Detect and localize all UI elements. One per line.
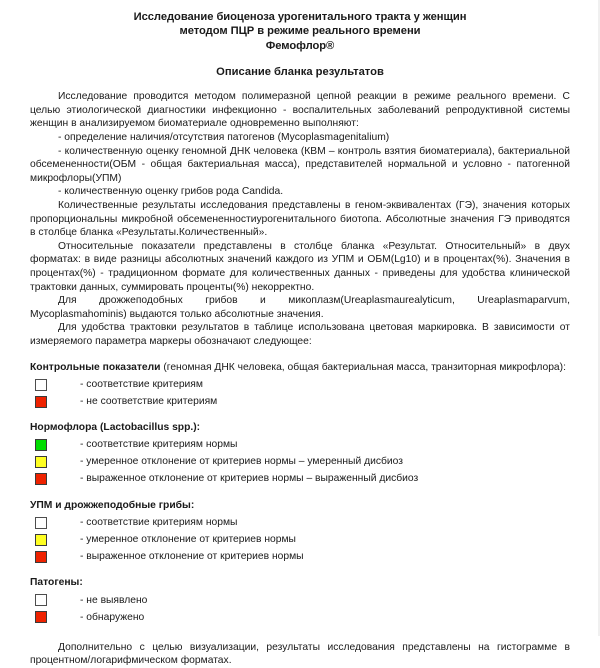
- legend-row: [30, 437, 570, 454]
- marker-swatch-green-icon: [35, 439, 47, 451]
- page-title-line-1: Исследование биоценоза урогенитального тракта у женщин: [133, 11, 467, 23]
- paragraph-color-marking: Для удобства трактовки результатов в таблице использована цветовая маркировка. В зависимости от измеряемого параметра маркеры обозначают следующее:: [30, 322, 570, 347]
- legend-row: [30, 471, 570, 488]
- page-title-line-3: Фемофлор®: [265, 39, 335, 52]
- legend-heading-pathogens: [30, 576, 570, 590]
- marker-swatch-red-icon: [35, 611, 47, 623]
- legend-row: [30, 531, 570, 548]
- legend-label: - умеренное отклонение от критериев нормы – умеренный дисбиоз: [80, 456, 403, 468]
- legend-label: - соответствие критериям нормы: [80, 516, 238, 528]
- legend-label: - выраженное отклонение от критериев нормы – выраженный дисбиоз: [80, 473, 419, 485]
- legend-heading-bold-control: Контрольные показатели: [30, 361, 161, 373]
- legend-group-pathogens: [30, 576, 570, 626]
- marker-swatch-red-icon: [35, 473, 47, 485]
- legend-row: [30, 609, 570, 626]
- legend-label: - умеренное отклонение от критериев нормы: [80, 533, 296, 545]
- legend-heading-rest-control: (геномная ДНК человека, общая бактериальная масса, транзиторная микрофлора):: [160, 361, 566, 373]
- legend-row: [30, 548, 570, 565]
- legend-group-upm-yeast: [30, 499, 570, 566]
- legend-row: [30, 514, 570, 531]
- legend-heading-upm-yeast: [30, 499, 570, 513]
- legend-heading-bold-normoflora: Нормофлора (Lactobacillus spp.):: [30, 422, 201, 434]
- paragraph-genome-equivalents: Количественные результаты исследования представлены в геном-эквивалентах (ГЭ), значения которых пропорциональны микробной обсемененностиурогенитального биотопа. Абсолютные значения ГЭ приводятся в столбце бланка «Результаты.Количественный».: [30, 199, 570, 239]
- marker-swatch-red-icon: [35, 551, 47, 563]
- marker-swatch-red-icon: [35, 396, 47, 408]
- legend-row: [30, 592, 570, 609]
- marker-swatch-yellow-icon: [35, 534, 47, 546]
- legend-label: - не выявлено: [80, 594, 148, 606]
- page-title-line-2: методом ПЦР в режиме реального времени: [179, 25, 421, 38]
- legend-heading-bold-pathogens: Патогены:: [30, 577, 83, 589]
- paragraph-relative-values: Относительные показатели представлены в столбце бланка «Результат. Относительный» в двух форматах: в виде разницы абсолютных значений каждого из УПМ и ОБМ(Lg10) и в процентах(%). Значения в процентах(%) - традиционном формате для количественных данных - приведены для удобства клинической трактовки данных, суммировать проценты(%) некорректно.: [30, 240, 570, 293]
- footer-note: [30, 641, 570, 668]
- body-content: [30, 90, 570, 348]
- paragraph-yeast-mycoplasma: Для дрожжеподобных грибов и микоплазм(Ureaplasmaurealyticum, Ureaplasmaparvum, Mycoplasmahominis) выдаются только абсолютные значения.: [30, 295, 570, 320]
- marker-swatch-yellow-icon: [35, 456, 47, 468]
- legend-label: - выраженное отклонение от критериев нормы: [80, 550, 304, 562]
- legend-heading-normoflora: [30, 421, 570, 435]
- legend-label: - не соответствие критериям: [80, 395, 218, 407]
- legend-row: [30, 393, 570, 410]
- legend-heading-bold-upm: УПМ и дрожжеподобные грибы:: [30, 499, 195, 511]
- page-title: [30, 8, 570, 53]
- legend-group-normoflora: [30, 421, 570, 488]
- legend-group-control-indicators: [30, 361, 570, 411]
- legend-row: [30, 454, 570, 471]
- bullet-pathogens: - определение наличия/отсутствия патогенов (Mycoplasmagenitalium): [58, 132, 390, 143]
- paragraph-histogram-note: Дополнительно с целью визуализации, результаты исследования представлены на гистограмме в процентном/логарифмическом форматах.: [30, 641, 570, 667]
- paragraph-intro: Исследование проводится методом полимеразной цепной реакции в режиме реального времени. С целью этиологической диагностики инфекционно - воспалительных заболеваний репродуктивной системы женщин в анализируемом биоматериале одновременно выполняют:: [30, 91, 570, 130]
- marker-swatch-white-icon: [35, 379, 47, 391]
- bullet-candida: - количественную оценку грибов рода Candida.: [58, 186, 284, 198]
- page-subtitle: Описание бланка результатов: [216, 66, 384, 79]
- legend-label: - соответствие критериям нормы: [80, 439, 238, 451]
- legend-label: - соответствие критериям: [80, 378, 203, 390]
- legend-heading-control-indicators: [30, 361, 570, 375]
- legend-row: [30, 376, 570, 393]
- marker-swatch-white-icon: [35, 517, 47, 529]
- marker-swatch-white-icon: [35, 594, 47, 606]
- legend-label: - обнаружено: [80, 611, 145, 623]
- bullet-quantitative-dna: - количественную оценку геномной ДНК человека (КВМ – контроль взятия биоматериала), бактериальной обсемененности(ОБМ - общая бактериальная масса), представителей нормальной и условно - патогенной микрофлоры(УПМ): [30, 145, 570, 184]
